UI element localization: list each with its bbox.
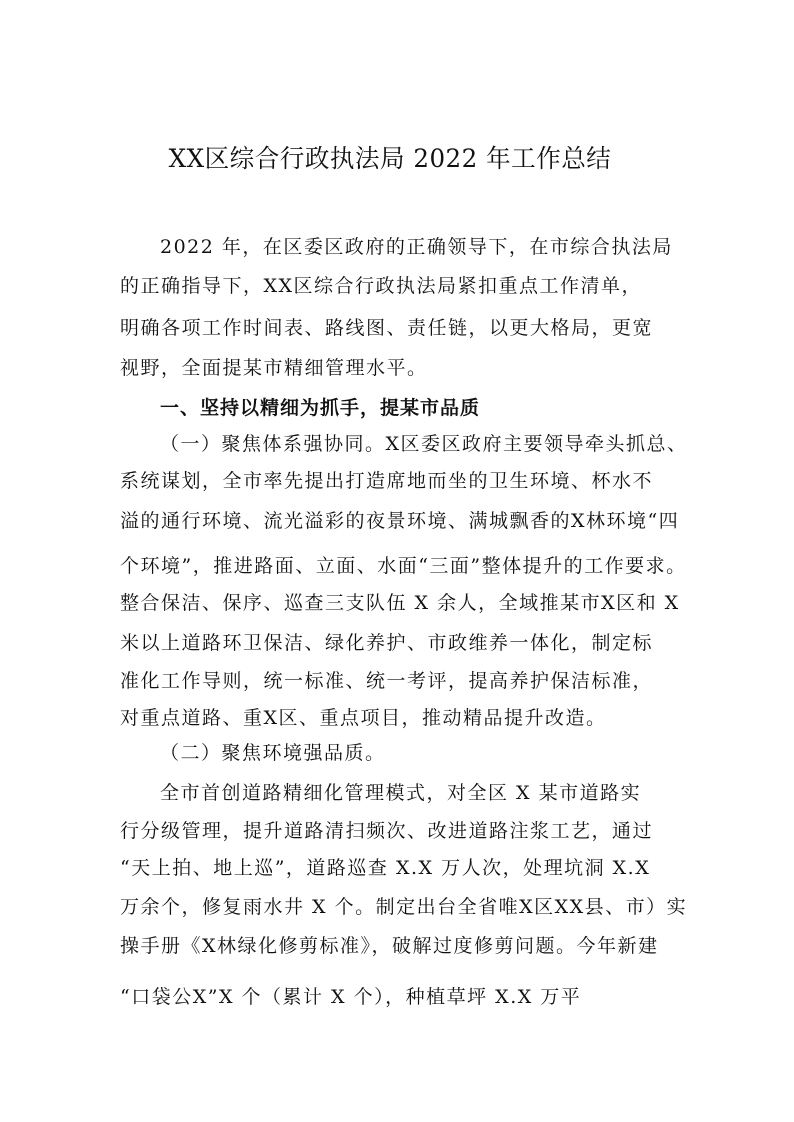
paragraph-line: 整合保洁、保序、巡查三支队伍 X 余人，全域推某市X区和 X	[120, 592, 680, 614]
paragraph-line: 的正确指导下，XX区综合行政执法局紧扣重点工作清单，	[120, 275, 643, 297]
document-title: XX区综合行政执法局 2022 年工作总结	[168, 144, 612, 173]
paragraph-line: “口袋公X”X 个（累计 X 个），种植草坪 X.X 万平	[120, 986, 582, 1008]
paragraph-line: 米以上道路环卫保洁、绿化养护、市政维养一体化，制定标	[120, 632, 654, 654]
paragraph-line: 个环境”，推进路面、立面、水面“三面”整体提升的工作要求。	[120, 555, 687, 577]
paragraph-line: 明确各项工作时间表、路线图、责任链，以更大格局，更宽	[120, 317, 654, 339]
paragraph-line: 2022 年，在区委区政府的正确领导下，在市综合执法局	[160, 236, 673, 258]
paragraph-line: 溢的通行环境、流光溢彩的夜景环境、满城飘香的X林环境“四	[120, 510, 680, 532]
paragraph-line: 操手册《X林绿化修剪标准》，破解过度修剪问题。今年新建	[120, 935, 659, 957]
paragraph-line: 对重点道路、重X区、重点项目，推动精品提升改造。	[120, 707, 607, 729]
paragraph-line: 视野，全面提某市精细管理水平。	[120, 357, 428, 379]
paragraph-line: 准化工作导则，统一标准、统一考评，提高养护保洁标准，	[120, 670, 654, 692]
subsection-heading: （二）聚焦环境强品质。	[160, 742, 386, 764]
section-heading: 一、坚持以精细为抓手，提某市品质	[160, 397, 481, 419]
paragraph-line: 行分级管理，提升道路清扫频次、改进道路注浆工艺，通过	[120, 820, 654, 842]
subsection-heading-line: （一）聚焦体系强协同。X区委区政府主要领导牵头抓总、	[160, 433, 688, 455]
paragraph-line: 系统谋划，全市率先提出打造席地而坐的卫生环境、杯水不	[120, 470, 654, 492]
paragraph-line: 全市首创道路精细化管理模式，对全区 X 某市道路实	[160, 782, 642, 804]
paragraph-line: “天上拍、地上巡”，道路巡查 X.X 万人次，处理坑洞 X.X	[120, 857, 651, 879]
paragraph-line: 万余个，修复雨水井 X 个。制定出台全省唯X区XX县、市）实	[120, 896, 688, 918]
